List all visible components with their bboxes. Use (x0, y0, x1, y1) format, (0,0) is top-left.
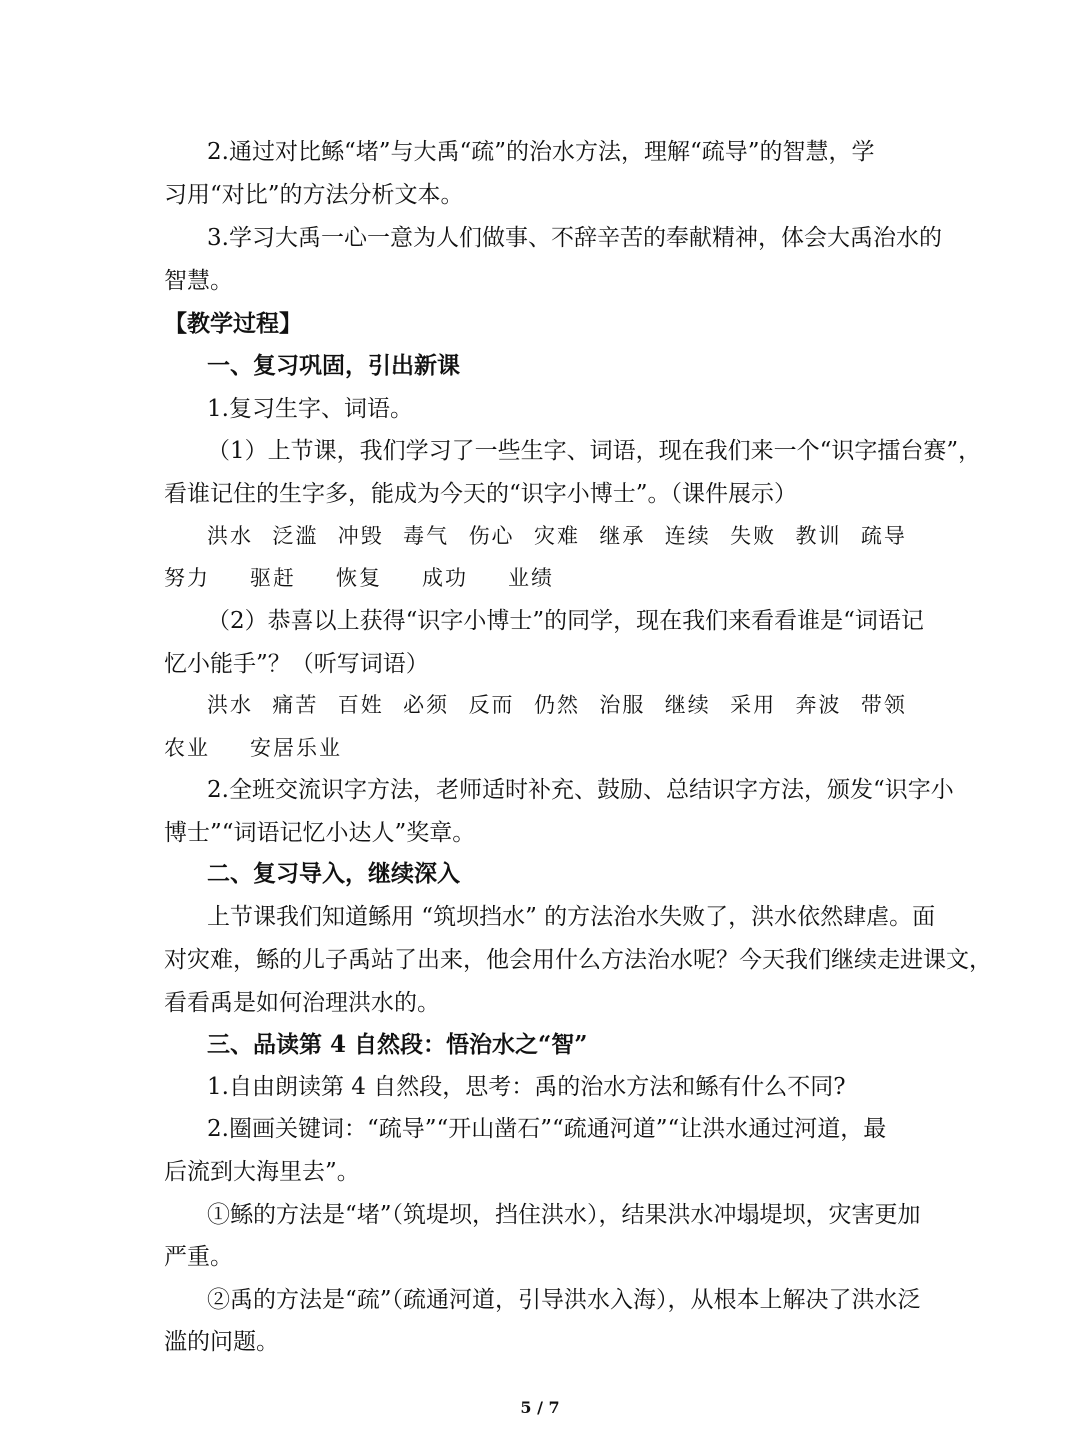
vocab-word: 冲毁 (337, 524, 384, 548)
section-1-item-1-1-line-1: （1）上节课，我们学习了一些生字、词语，现在我们来一个“识字擂台赛”， (207, 438, 982, 464)
page-number: 5 / 7 (520, 1398, 560, 1417)
section-3-item-1: 1.自由朗读第 4 自然段，思考：禹的治水方法和鲧有什么不同? (207, 1074, 846, 1100)
objective-2-line-1: 2.通过对比鲧“堵”与大禹“疏”的治水方法，理解“疏导”的智慧，学 (207, 139, 875, 165)
section-3-item-2-line-1: 2.圈画关键词：“疏导”“开山凿石”“疏通河道”“让洪水通过河道，最 (207, 1116, 887, 1142)
section-1-heading: 一、复习巩固，引出新课 (207, 352, 460, 379)
vocab-word: 百姓 (337, 693, 384, 717)
vocab-word: 努力 (164, 566, 210, 590)
section-2-paragraph-line-3: 看看禹是如何治理洪水的。 (164, 990, 440, 1016)
vocab-word: 反而 (468, 693, 515, 717)
vocab-word: 伤心 (468, 524, 515, 548)
vocab-word: 治服 (599, 693, 646, 717)
vocab-list-2-row-2 (164, 733, 342, 763)
vocab-word: 业绩 (508, 566, 554, 590)
vocab-word: 安居乐业 (250, 736, 342, 760)
section-1-item-2-line-1: 2.全班交流识字方法，老师适时补充、鼓励、总结识字方法，颁发“识字小 (207, 777, 954, 803)
section-1-item-1-2-line-1: （2）恭喜以上获得“识字小博士”的同学，现在我们来看看谁是“词语记 (207, 608, 924, 634)
section-3-item-2-line-2: 后流到大海里去”。 (164, 1159, 360, 1185)
vocab-word: 教训 (795, 524, 842, 548)
vocab-word: 带领 (860, 693, 907, 717)
vocab-word: 驱赶 (250, 566, 296, 590)
vocab-word: 灾难 (533, 524, 580, 548)
section-3-point-2-line-1: ②禹的方法是“疏”（疏通河道，引导洪水入海），从根本上解决了洪水泛 (207, 1287, 921, 1313)
vocab-list-1-row-2 (164, 563, 554, 593)
vocab-word: 继承 (599, 524, 646, 548)
section-3-point-2-line-2: 滥的问题。 (164, 1329, 279, 1355)
vocab-word: 痛苦 (272, 693, 319, 717)
vocab-word: 洪水 (207, 524, 253, 548)
section-1-item-2-line-2: 博士”“词语记忆小达人”奖章。 (164, 820, 476, 846)
vocab-word: 毒气 (403, 524, 450, 548)
vocab-word: 仍然 (533, 693, 580, 717)
section-1-item-1-1-line-2: 看谁记住的生字多，能成为今天的“识字小博士”。（课件展示） (164, 481, 798, 507)
section-3-point-1-line-1: ①鲧的方法是“堵”（筑堤坝，挡住洪水），结果洪水冲塌堤坝，灾害更加 (207, 1202, 921, 1228)
vocab-list-1-row-1 (207, 521, 907, 551)
vocab-word: 泛滥 (272, 524, 319, 548)
vocab-word: 农业 (164, 736, 210, 760)
section-2-heading: 二、复习导入，继续深入 (207, 860, 460, 887)
section-3-point-1-line-2: 严重。 (164, 1244, 233, 1270)
section-3-heading: 三、品读第 4 自然段：悟治水之“智” (207, 1031, 588, 1058)
teaching-process-heading: 【教学过程】 (164, 310, 302, 337)
section-2-paragraph-line-2: 对灾难，鲧的儿子禹站了出来，他会用什么方法治水呢？今天我们继续走进课文， (164, 947, 992, 973)
objective-3-line-2: 智慧。 (164, 268, 233, 294)
vocab-list-2-row-1 (207, 690, 907, 720)
section-2-paragraph-line-1: 上节课我们知道鲧用 “筑坝挡水” 的方法治水失败了，洪水依然肆虐。面 (207, 904, 936, 930)
vocab-word: 成功 (422, 566, 468, 590)
vocab-word: 必须 (403, 693, 450, 717)
vocab-word: 疏导 (860, 524, 907, 548)
vocab-word: 失败 (730, 524, 777, 548)
vocab-word: 恢复 (336, 566, 382, 590)
vocab-word: 奔波 (795, 693, 842, 717)
vocab-word: 连续 (664, 524, 711, 548)
objective-2-line-2: 习用“对比”的方法分析文本。 (164, 182, 464, 208)
vocab-word: 洪水 (207, 693, 253, 717)
section-1-item-1: 1.复习生字、词语。 (207, 396, 413, 422)
vocab-word: 继续 (664, 693, 711, 717)
objective-3-line-1: 3.学习大禹一心一意为人们做事、不辞辛苦的奉献精神，体会大禹治水的 (207, 225, 942, 251)
vocab-word: 采用 (730, 693, 777, 717)
section-1-item-1-2-line-2: 忆小能手”？（听写词语） (164, 651, 429, 677)
